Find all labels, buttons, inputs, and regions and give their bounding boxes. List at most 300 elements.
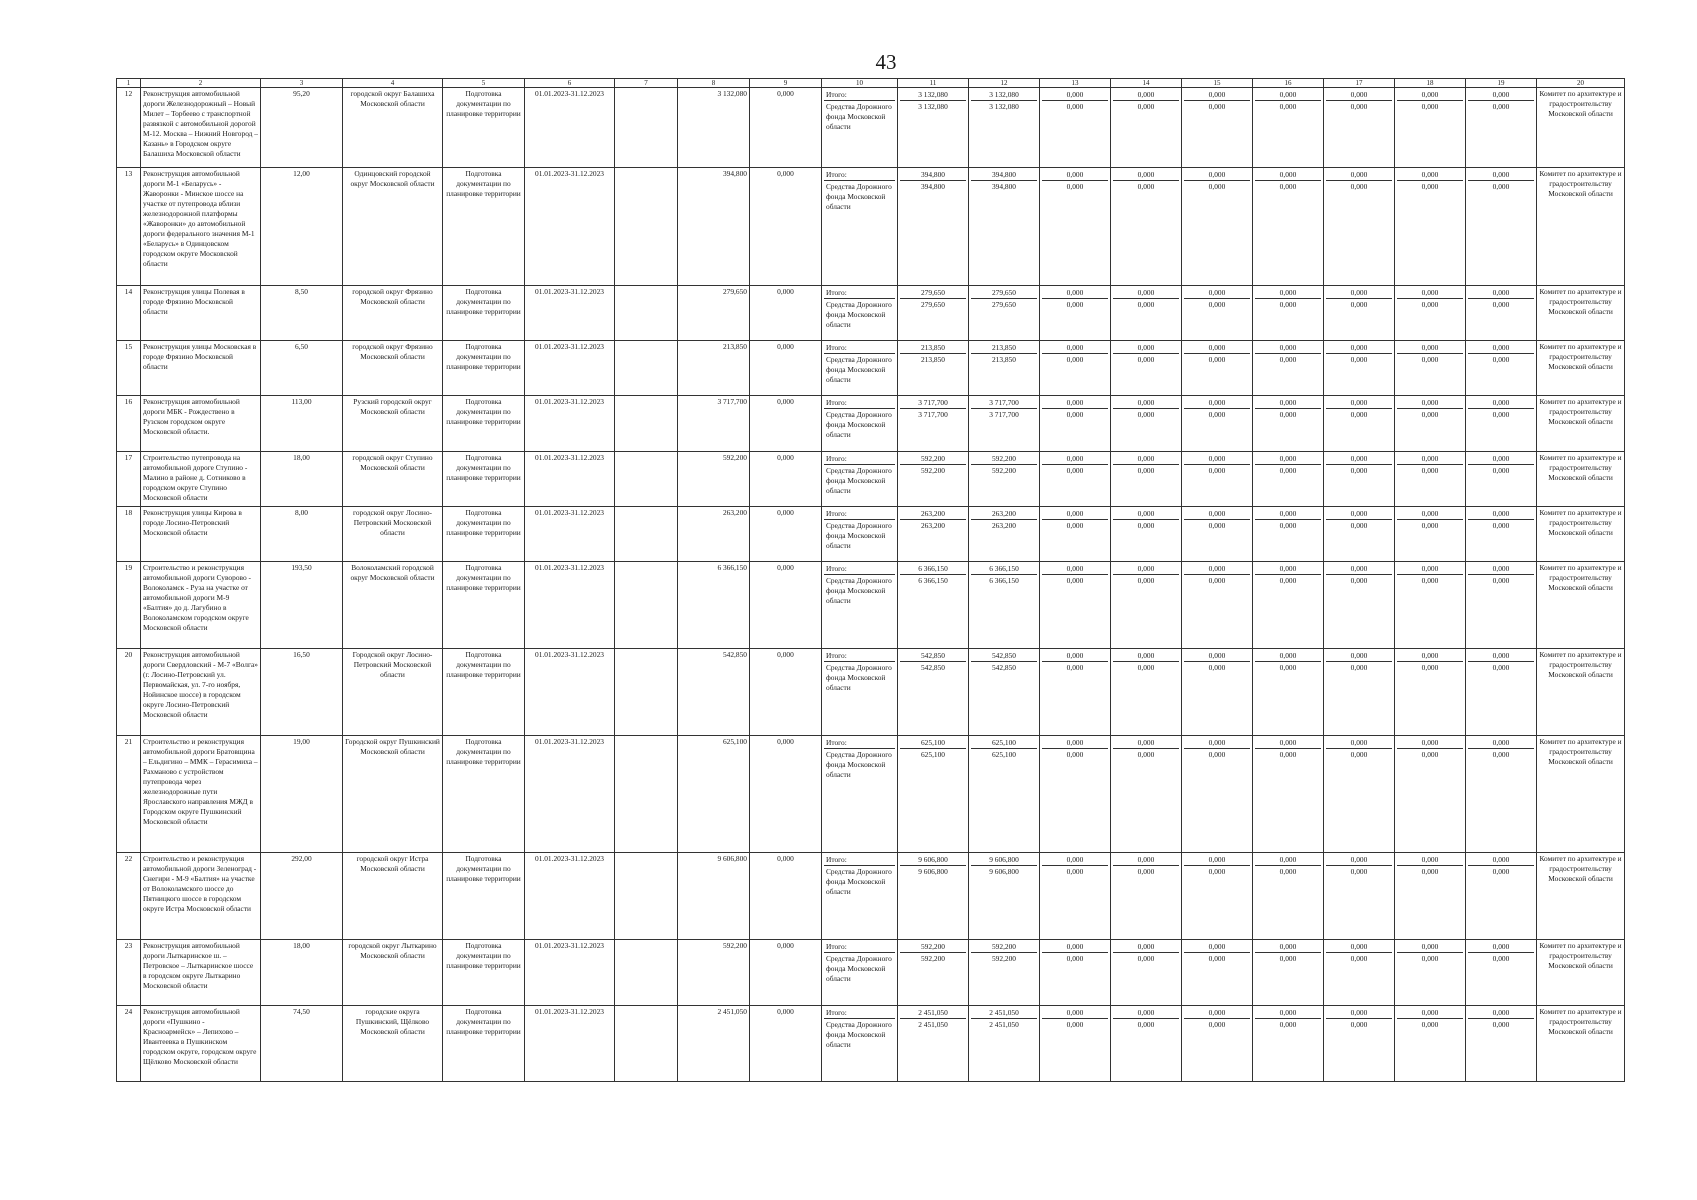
column-number-16: 16	[1253, 79, 1324, 88]
amount-fund: 0,000	[1350, 354, 1368, 364]
source-total-label: Итого:	[824, 563, 895, 575]
amount-c17	[1324, 88, 1395, 168]
column-number-14: 14	[1111, 79, 1182, 88]
amount-c15	[1182, 286, 1253, 341]
amount-c11	[898, 452, 969, 507]
amount-total: 542,850	[900, 650, 966, 662]
column-number-13: 13	[1040, 79, 1111, 88]
total-cost: 394,800	[678, 168, 750, 286]
amount-c17	[1324, 168, 1395, 286]
period: 01.01.2023-31.12.2023	[525, 341, 615, 396]
amount-fund: 0,000	[1279, 354, 1297, 364]
source-fund-label: Средства Дорожного фонда Московской области	[826, 409, 892, 439]
amount-fund: 0,000	[1350, 662, 1368, 672]
column-number-12: 12	[969, 79, 1040, 88]
amount-fund: 0,000	[1066, 866, 1084, 876]
amount-total: 0,000	[1113, 89, 1179, 101]
amount-fund: 625,100	[920, 749, 946, 759]
amount-fund: 592,200	[920, 465, 946, 475]
amount-fund: 6 366,150	[918, 575, 948, 585]
amount-fund: 0,000	[1421, 354, 1439, 364]
amount-total: 263,200	[900, 508, 966, 520]
amount-fund: 0,000	[1066, 101, 1084, 111]
amount-fund: 279,650	[991, 299, 1017, 309]
table-row	[117, 1006, 1625, 1082]
amount-c18	[1395, 396, 1466, 452]
total-cost: 263,200	[678, 507, 750, 562]
amount-total: 542,850	[971, 650, 1037, 662]
amount-total: 0,000	[1184, 342, 1250, 354]
amount-total: 0,000	[1326, 453, 1392, 465]
amount-c14	[1111, 1006, 1182, 1082]
amount-c11	[898, 736, 969, 853]
amount-c17	[1324, 853, 1395, 940]
amount-total: 0,000	[1468, 342, 1534, 354]
amount-fund: 0,000	[1279, 866, 1297, 876]
amount-fund: 0,000	[1350, 575, 1368, 585]
amount-total: 0,000	[1042, 89, 1108, 101]
amount-fund: 0,000	[1279, 575, 1297, 585]
amount-total: 3 132,080	[971, 89, 1037, 101]
amount-fund: 279,650	[920, 299, 946, 309]
amount-total: 0,000	[1042, 453, 1108, 465]
amount-fund: 0,000	[1421, 465, 1439, 475]
amount-c15	[1182, 88, 1253, 168]
responsible-executor: Комитет по архитектуре и градостроительству Московской области	[1537, 452, 1625, 507]
amount-c12	[969, 168, 1040, 286]
project-name: Реконструкция автомобильной дороги Лыткаринское ш. – Петровское – Лыткаринское шоссе в городском округе Лыткарино Московской области	[141, 940, 261, 1006]
total-cost: 2 451,050	[678, 1006, 750, 1082]
work-stage: Подготовка документации по планировке территории	[443, 507, 525, 562]
period: 01.01.2023-31.12.2023	[525, 88, 615, 168]
amount-fund: 0,000	[1208, 354, 1226, 364]
amount-total: 0,000	[1468, 287, 1534, 299]
column-number-19: 19	[1466, 79, 1537, 88]
amount-total: 592,200	[900, 453, 966, 465]
work-stage: Подготовка документации по планировке территории	[443, 88, 525, 168]
amount-total: 0,000	[1326, 287, 1392, 299]
funding-sources	[822, 853, 898, 940]
amount-c11	[898, 1006, 969, 1082]
column-number-row	[117, 79, 1625, 88]
program-table	[116, 78, 1625, 1082]
amount-c13	[1040, 649, 1111, 736]
amount-fund: 0,000	[1492, 354, 1510, 364]
source-fund-label: Средства Дорожного фонда Московской области	[826, 662, 892, 692]
amount-total: 0,000	[1255, 169, 1321, 181]
amount-fund: 6 366,150	[989, 575, 1019, 585]
financed-cost: 0,000	[750, 853, 822, 940]
amount-total: 0,000	[1255, 397, 1321, 409]
amount-total: 0,000	[1326, 1007, 1392, 1019]
period: 01.01.2023-31.12.2023	[525, 649, 615, 736]
responsible-executor: Комитет по архитектуре и градостроительству Московской области	[1537, 562, 1625, 649]
project-name: Строительство и реконструкция автомобильной дороги Суворово - Волоколамск - Руза на участке от автомобильной дороги М-9 «Балтия» до д. Лагубино в Волоколамском городском округе Московской области	[141, 562, 261, 649]
amount-fund: 3 717,700	[918, 409, 948, 419]
amount-c17	[1324, 940, 1395, 1006]
amount-total: 0,000	[1113, 169, 1179, 181]
amount-total: 0,000	[1042, 563, 1108, 575]
amount-fund: 0,000	[1350, 101, 1368, 111]
amount-total: 0,000	[1042, 169, 1108, 181]
amount-c14	[1111, 649, 1182, 736]
source-fund-label: Средства Дорожного фонда Московской области	[826, 354, 892, 384]
amount-fund: 0,000	[1279, 749, 1297, 759]
amount-total: 0,000	[1255, 508, 1321, 520]
source-fund-label: Средства Дорожного фонда Московской области	[826, 465, 892, 495]
amount-c14	[1111, 736, 1182, 853]
amount-fund: 0,000	[1350, 465, 1368, 475]
amount-total: 394,800	[971, 169, 1037, 181]
row-number: 21	[117, 736, 141, 853]
amount-c13	[1040, 88, 1111, 168]
amount-c17	[1324, 452, 1395, 507]
amount-c14	[1111, 341, 1182, 396]
cost-cell	[615, 562, 678, 649]
amount-total: 0,000	[1042, 342, 1108, 354]
column-number-3: 3	[261, 79, 343, 88]
period: 01.01.2023-31.12.2023	[525, 562, 615, 649]
amount-fund: 0,000	[1492, 866, 1510, 876]
amount-fund: 0,000	[1279, 1019, 1297, 1029]
amount-total: 0,000	[1184, 287, 1250, 299]
funding-sources	[822, 341, 898, 396]
amount-fund: 0,000	[1208, 866, 1226, 876]
responsible-executor: Комитет по архитектуре и градостроительству Московской области	[1537, 853, 1625, 940]
amount-fund: 0,000	[1279, 181, 1297, 191]
amount-c19	[1466, 649, 1537, 736]
row-number: 15	[117, 341, 141, 396]
amount-c16	[1253, 853, 1324, 940]
row-number: 16	[117, 396, 141, 452]
amount-fund: 0,000	[1492, 181, 1510, 191]
amount-c11	[898, 341, 969, 396]
amount-total: 0,000	[1042, 287, 1108, 299]
amount-c12	[969, 853, 1040, 940]
amount-fund: 0,000	[1137, 1019, 1155, 1029]
amount-fund: 0,000	[1421, 749, 1439, 759]
amount-c14	[1111, 168, 1182, 286]
amount-total: 0,000	[1255, 854, 1321, 866]
project-name: Строительство путепровода на автомобильной дороге Ступино - Малино в районе д. Сотниково в городском округе Ступино Московской области	[141, 452, 261, 507]
period: 01.01.2023-31.12.2023	[525, 286, 615, 341]
amount-fund: 3 717,700	[989, 409, 1019, 419]
amount-c15	[1182, 562, 1253, 649]
amount-c19	[1466, 507, 1537, 562]
total-cost: 542,850	[678, 649, 750, 736]
amount-fund: 0,000	[1492, 953, 1510, 963]
amount-c12	[969, 1006, 1040, 1082]
amount-total: 0,000	[1184, 453, 1250, 465]
period: 01.01.2023-31.12.2023	[525, 168, 615, 286]
amount-fund: 542,850	[920, 662, 946, 672]
funding-sources	[822, 452, 898, 507]
amount-fund: 0,000	[1066, 520, 1084, 530]
amount-fund: 0,000	[1492, 299, 1510, 309]
amount-total: 0,000	[1397, 453, 1463, 465]
length-value: 8,50	[261, 286, 343, 341]
amount-total: 0,000	[1113, 737, 1179, 749]
amount-total: 0,000	[1326, 650, 1392, 662]
responsible-executor: Комитет по архитектуре и градостроительству Московской области	[1537, 736, 1625, 853]
municipality: городской округ Лосино-Петровский Московской области	[343, 507, 443, 562]
work-stage: Подготовка документации по планировке территории	[443, 736, 525, 853]
amount-c19	[1466, 853, 1537, 940]
amount-c12	[969, 649, 1040, 736]
amount-total: 0,000	[1468, 737, 1534, 749]
amount-c13	[1040, 562, 1111, 649]
financed-cost: 0,000	[750, 940, 822, 1006]
amount-total: 0,000	[1255, 453, 1321, 465]
length-value: 6,50	[261, 341, 343, 396]
amount-fund: 0,000	[1350, 520, 1368, 530]
table-body	[117, 88, 1625, 1082]
amount-c19	[1466, 341, 1537, 396]
amount-c11	[898, 853, 969, 940]
amount-c15	[1182, 853, 1253, 940]
row-number: 17	[117, 452, 141, 507]
amount-c16	[1253, 286, 1324, 341]
funding-sources	[822, 507, 898, 562]
municipality: городской округ Истра Московской области	[343, 853, 443, 940]
amount-fund: 0,000	[1350, 181, 1368, 191]
project-name: Строительство и реконструкция автомобильной дороги Братовщина – Ельдигино – ММК – Герасимиха – Рахманово с устройством путепровода через железнодорожные пути Ярославского направления МЖД в Городском округе Пушкинский Московской области	[141, 736, 261, 853]
amount-total: 279,650	[971, 287, 1037, 299]
cost-cell	[615, 940, 678, 1006]
amount-fund: 0,000	[1350, 749, 1368, 759]
amount-total: 0,000	[1184, 563, 1250, 575]
amount-c18	[1395, 507, 1466, 562]
source-fund-label: Средства Дорожного фонда Московской области	[826, 181, 892, 211]
amount-total: 0,000	[1113, 1007, 1179, 1019]
amount-fund: 0,000	[1492, 749, 1510, 759]
work-stage: Подготовка документации по планировке территории	[443, 853, 525, 940]
amount-fund: 0,000	[1421, 299, 1439, 309]
amount-total: 0,000	[1255, 1007, 1321, 1019]
amount-fund: 213,850	[991, 354, 1017, 364]
funding-sources	[822, 286, 898, 341]
row-number: 24	[117, 1006, 141, 1082]
amount-c15	[1182, 452, 1253, 507]
work-stage: Подготовка документации по планировке территории	[443, 649, 525, 736]
total-cost: 6 366,150	[678, 562, 750, 649]
total-cost: 213,850	[678, 341, 750, 396]
work-stage: Подготовка документации по планировке территории	[443, 1006, 525, 1082]
amount-total: 0,000	[1042, 397, 1108, 409]
amount-fund: 0,000	[1208, 465, 1226, 475]
amount-fund: 0,000	[1137, 409, 1155, 419]
amount-c14	[1111, 88, 1182, 168]
amount-c19	[1466, 940, 1537, 1006]
amount-c16	[1253, 649, 1324, 736]
project-name: Реконструкция автомобильной дороги Железнодорожный – Новый Милет – Торбеево с транспортной развязкой с автомобильной дорогой М-12. Москва – Нижний Новгород – Казань» в Городском округе Балашиха Московской области	[141, 88, 261, 168]
amount-c19	[1466, 1006, 1537, 1082]
source-fund-label: Средства Дорожного фонда Московской области	[826, 575, 892, 605]
period: 01.01.2023-31.12.2023	[525, 452, 615, 507]
amount-total: 0,000	[1468, 1007, 1534, 1019]
municipality: городские округа Пушкинский, Щёлково Московской области	[343, 1006, 443, 1082]
column-number-4: 4	[343, 79, 443, 88]
amount-fund: 0,000	[1208, 409, 1226, 419]
amount-fund: 394,800	[991, 181, 1017, 191]
period: 01.01.2023-31.12.2023	[525, 1006, 615, 1082]
source-total-label: Итого:	[824, 89, 895, 101]
amount-fund: 263,200	[991, 520, 1017, 530]
amount-total: 0,000	[1113, 854, 1179, 866]
amount-total: 0,000	[1184, 1007, 1250, 1019]
cost-cell	[615, 736, 678, 853]
total-cost: 592,200	[678, 452, 750, 507]
funding-sources	[822, 396, 898, 452]
table-row	[117, 396, 1625, 452]
amount-total: 625,100	[971, 737, 1037, 749]
cost-cell	[615, 649, 678, 736]
amount-total: 0,000	[1042, 737, 1108, 749]
amount-fund: 0,000	[1421, 181, 1439, 191]
amount-fund: 0,000	[1492, 520, 1510, 530]
amount-total: 0,000	[1468, 89, 1534, 101]
amount-fund: 0,000	[1421, 409, 1439, 419]
amount-c18	[1395, 736, 1466, 853]
municipality: Городской округ Лосино-Петровский Московской области	[343, 649, 443, 736]
amount-c12	[969, 286, 1040, 341]
amount-fund: 0,000	[1208, 575, 1226, 585]
source-total-label: Итого:	[824, 287, 895, 299]
amount-total: 0,000	[1326, 397, 1392, 409]
row-number: 22	[117, 853, 141, 940]
amount-c15	[1182, 168, 1253, 286]
amount-total: 0,000	[1397, 287, 1463, 299]
amount-c12	[969, 88, 1040, 168]
amount-total: 0,000	[1326, 737, 1392, 749]
amount-fund: 0,000	[1421, 1019, 1439, 1029]
table-row	[117, 88, 1625, 168]
amount-c11	[898, 396, 969, 452]
financed-cost: 0,000	[750, 649, 822, 736]
amount-c18	[1395, 341, 1466, 396]
funding-sources	[822, 649, 898, 736]
financed-cost: 0,000	[750, 1006, 822, 1082]
amount-c18	[1395, 649, 1466, 736]
project-name: Реконструкция автомобильной дороги М-1 «Беларусь» - Жаворонки - Минское шоссе на участке от путепровода вблизи железнодорожной платформы «Жаворонки» до автомобильной дороги федерального значения М-1 «Беларусь» в Одинцовском городском округе Московской области	[141, 168, 261, 286]
length-value: 18,00	[261, 940, 343, 1006]
amount-c11	[898, 507, 969, 562]
source-fund-label: Средства Дорожного фонда Московской области	[826, 953, 892, 983]
amount-total: 0,000	[1468, 508, 1534, 520]
amount-total: 213,850	[971, 342, 1037, 354]
municipality: городской округ Фрязино Московской области	[343, 341, 443, 396]
financed-cost: 0,000	[750, 562, 822, 649]
source-total-label: Итого:	[824, 397, 895, 409]
amount-fund: 2 451,050	[989, 1019, 1019, 1029]
amount-c13	[1040, 1006, 1111, 1082]
amount-c12	[969, 562, 1040, 649]
amount-c14	[1111, 507, 1182, 562]
table-row	[117, 940, 1625, 1006]
period: 01.01.2023-31.12.2023	[525, 396, 615, 452]
table-row	[117, 286, 1625, 341]
source-fund-label: Средства Дорожного фонда Московской области	[826, 520, 892, 550]
amount-total: 2 451,050	[971, 1007, 1037, 1019]
total-cost: 625,100	[678, 736, 750, 853]
amount-fund: 0,000	[1066, 662, 1084, 672]
amount-total: 0,000	[1326, 342, 1392, 354]
amount-total: 0,000	[1397, 89, 1463, 101]
amount-fund: 0,000	[1137, 866, 1155, 876]
amount-total: 9 606,800	[971, 854, 1037, 866]
cost-cell	[615, 507, 678, 562]
amount-total: 0,000	[1255, 287, 1321, 299]
length-value: 193,50	[261, 562, 343, 649]
amount-fund: 0,000	[1421, 101, 1439, 111]
amount-fund: 2 451,050	[918, 1019, 948, 1029]
responsible-executor: Комитет по архитектуре и градостроительству Московской области	[1537, 341, 1625, 396]
amount-fund: 0,000	[1137, 354, 1155, 364]
amount-c12	[969, 396, 1040, 452]
total-cost: 9 606,800	[678, 853, 750, 940]
total-cost: 592,200	[678, 940, 750, 1006]
row-number: 14	[117, 286, 141, 341]
amount-c14	[1111, 853, 1182, 940]
amount-c16	[1253, 940, 1324, 1006]
amount-fund: 3 132,080	[918, 101, 948, 111]
amount-fund: 0,000	[1137, 575, 1155, 585]
amount-total: 0,000	[1184, 650, 1250, 662]
responsible-executor: Комитет по архитектуре и градостроительству Московской области	[1537, 88, 1625, 168]
source-total-label: Итого:	[824, 169, 895, 181]
amount-total: 0,000	[1397, 397, 1463, 409]
amount-c13	[1040, 286, 1111, 341]
amount-fund: 592,200	[991, 465, 1017, 475]
amount-c12	[969, 452, 1040, 507]
amount-total: 0,000	[1326, 854, 1392, 866]
amount-c18	[1395, 286, 1466, 341]
amount-c19	[1466, 452, 1537, 507]
amount-total: 0,000	[1397, 169, 1463, 181]
amount-fund: 0,000	[1421, 662, 1439, 672]
amount-fund: 0,000	[1421, 866, 1439, 876]
work-stage: Подготовка документации по планировке территории	[443, 341, 525, 396]
amount-total: 6 366,150	[971, 563, 1037, 575]
amount-c15	[1182, 940, 1253, 1006]
amount-total: 0,000	[1255, 563, 1321, 575]
work-stage: Подготовка документации по планировке территории	[443, 940, 525, 1006]
amount-total: 592,200	[900, 941, 966, 953]
amount-c18	[1395, 940, 1466, 1006]
length-value: 74,50	[261, 1006, 343, 1082]
column-number-5: 5	[443, 79, 525, 88]
amount-total: 0,000	[1468, 169, 1534, 181]
amount-c11	[898, 286, 969, 341]
amount-total: 0,000	[1184, 89, 1250, 101]
amount-fund: 0,000	[1208, 520, 1226, 530]
source-fund-label: Средства Дорожного фонда Московской области	[826, 101, 892, 131]
column-number-9: 9	[750, 79, 822, 88]
amount-c16	[1253, 168, 1324, 286]
amount-total: 0,000	[1113, 941, 1179, 953]
amount-c16	[1253, 736, 1324, 853]
amount-c15	[1182, 396, 1253, 452]
amount-fund: 0,000	[1350, 1019, 1368, 1029]
amount-fund: 0,000	[1350, 409, 1368, 419]
amount-total: 0,000	[1468, 397, 1534, 409]
amount-c12	[969, 507, 1040, 562]
amount-fund: 213,850	[920, 354, 946, 364]
total-cost: 3 717,700	[678, 396, 750, 452]
row-number: 23	[117, 940, 141, 1006]
amount-total: 0,000	[1184, 854, 1250, 866]
work-stage: Подготовка документации по планировке территории	[443, 452, 525, 507]
